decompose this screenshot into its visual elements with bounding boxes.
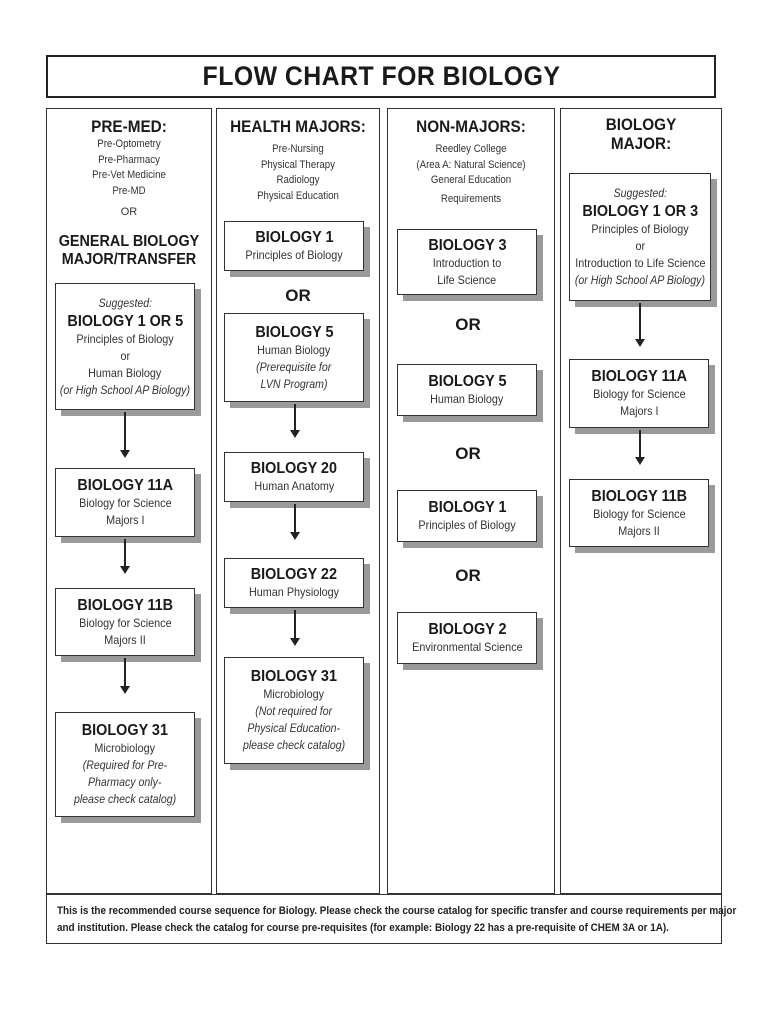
pre-med-subitem: Pre-Pharmacy	[98, 153, 160, 166]
health-subitem: Pre-Nursing	[272, 143, 324, 155]
course-box-biology-1-nonmajors: BIOLOGY 1 Principles of Biology	[397, 490, 537, 542]
health-subitem: Radiology	[276, 174, 320, 186]
non-majors-subitem: General Education	[430, 174, 512, 186]
non-majors-heading: NON-MAJORS:	[416, 117, 526, 136]
course-box-biology-31: BIOLOGY 31 Microbiology (Required for Pre- Pharmacy only- please check catalog)	[55, 712, 195, 817]
arrow-down-icon	[294, 404, 296, 432]
course-box-biology-11a-major: BIOLOGY 11A Biology for Science Majors I	[569, 359, 709, 428]
footer-line-2: and institution. Please check the catalog for course pre-requisites (for example: Biology 22 has a pre-requisite of CHEM 3A or 1A).	[57, 922, 669, 934]
course-box-biology-22: BIOLOGY 22 Human Physiology	[224, 558, 364, 608]
arrow-down-icon	[124, 412, 126, 452]
course-box-biology-31-health: BIOLOGY 31 Microbiology (Not required for Physical Education- please check catalog)	[224, 657, 364, 764]
pre-med-subitem: Pre-MD	[112, 184, 146, 197]
or-label: OR	[455, 315, 481, 334]
course-box-biology-3: BIOLOGY 3 Introduction to Life Science	[397, 229, 537, 295]
arrow-down-icon	[639, 303, 641, 341]
or-label: OR	[455, 444, 481, 463]
footer-note	[46, 894, 737, 944]
course-box-biology-1-or-3: Suggested: BIOLOGY 1 OR 3 Principles of Biology or Introduction to Life Science (or High School AP Biology)	[569, 173, 711, 301]
general-biology-heading: GENERAL BIOLOGY MAJOR/TRANSFER	[58, 233, 200, 268]
pre-med-or-label: OR	[120, 206, 138, 218]
arrow-down-icon	[639, 430, 641, 459]
pre-med-subitem: Pre-Optometry	[97, 138, 161, 150]
pre-med-heading: PRE-MED:	[91, 117, 167, 136]
or-label: OR	[455, 566, 481, 585]
course-box-biology-1-or-5: Suggested: BIOLOGY 1 OR 5 Principles of Biology or Human Biology (or High School AP Biology)	[55, 283, 195, 410]
course-box-biology-11b: BIOLOGY 11B Biology for Science Majors II	[55, 588, 195, 656]
pre-med-subitems	[57, 137, 201, 199]
health-subitem: Physical Education	[257, 189, 339, 202]
non-majors-subitem: Reedley College	[435, 143, 507, 155]
arrow-down-icon	[294, 504, 296, 534]
arrow-down-icon	[124, 658, 126, 688]
health-majors-heading: HEALTH MAJORS:	[230, 117, 366, 136]
non-majors-subitem: Requirements	[440, 192, 502, 205]
course-box-biology-11b-major: BIOLOGY 11B Biology for Science Majors II	[569, 479, 709, 547]
biology-major-heading: BIOLOGY MAJOR:	[605, 115, 677, 153]
arrow-down-icon	[124, 539, 126, 568]
health-subitem: Physical Therapy	[260, 158, 336, 171]
health-majors-subitems	[227, 142, 370, 204]
course-box-biology-1: BIOLOGY 1 Principles of Biology	[224, 221, 364, 271]
non-majors-subitems	[398, 142, 544, 207]
course-box-biology-5: BIOLOGY 5 Human Biology (Prerequisite for LVN Program)	[224, 313, 364, 402]
course-box-biology-2: BIOLOGY 2 Environmental Science	[397, 612, 537, 664]
course-box-biology-5-nonmajors: BIOLOGY 5 Human Biology	[397, 364, 537, 416]
course-box-biology-20: BIOLOGY 20 Human Anatomy	[224, 452, 364, 502]
pre-med-subitem: Pre-Vet Medicine	[92, 169, 166, 181]
page-title: FLOW CHART FOR BIOLOGY	[202, 61, 560, 91]
footer-line-1: This is the recommended course sequence for Biology. Please check the course catalog for specific transfer and course requirements per major	[57, 905, 737, 917]
non-majors-subitem: (Area A: Natural Science)	[416, 158, 526, 171]
course-box-biology-11a: BIOLOGY 11A Biology for Science Majors I	[55, 468, 195, 537]
or-label: OR	[285, 286, 311, 305]
chart-title-box	[46, 55, 716, 98]
arrow-down-icon	[294, 610, 296, 640]
